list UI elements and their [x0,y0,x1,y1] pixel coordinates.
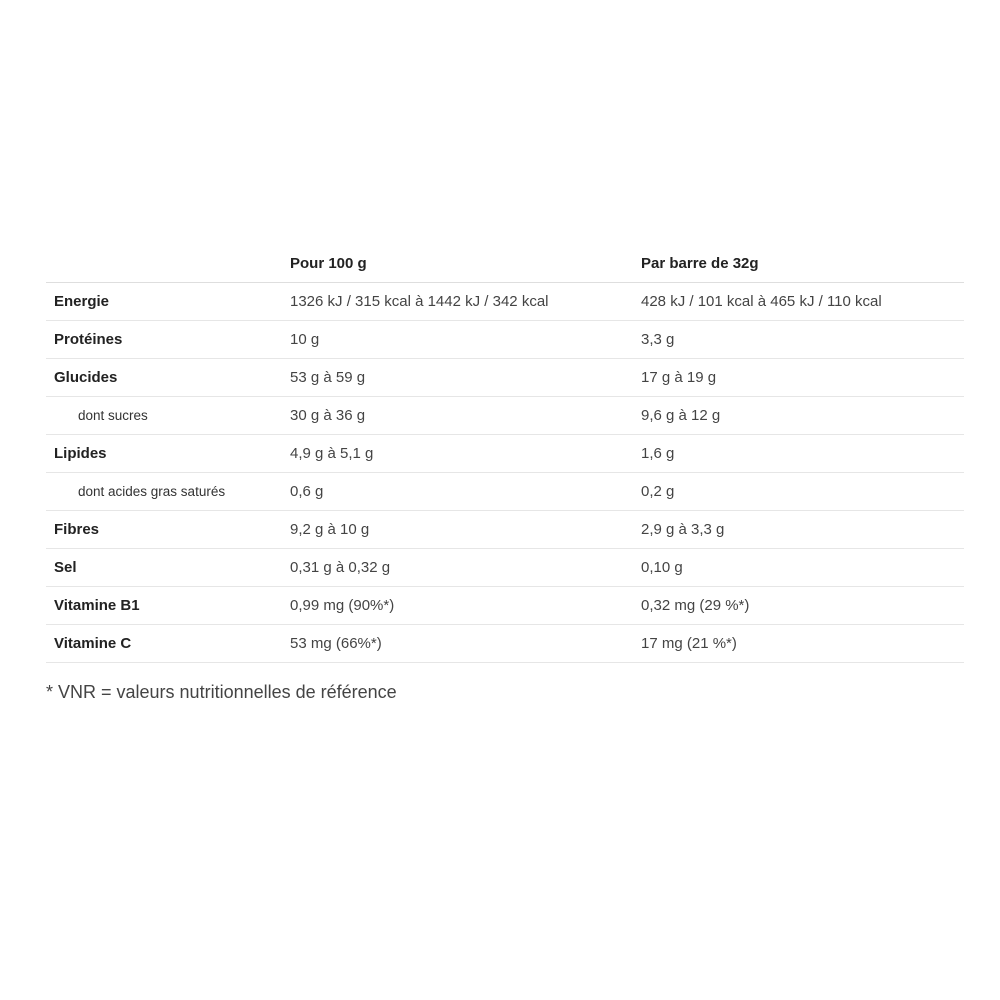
value-per-100g: 0,6 g [290,483,324,500]
value-per-100g: 53 mg (66%*) [290,635,382,652]
nutrient-label: Protéines [54,331,123,348]
value-per-bar: 2,9 g à 3,3 g [641,521,725,538]
sub-nutrient-label: dont sucres [78,408,148,423]
nutrient-label: Fibres [54,521,100,538]
table-row [46,397,964,435]
value-per-bar: 428 kJ / 101 kcal à 465 kJ / 110 kcal [641,293,882,310]
nutrient-label: Vitamine B1 [54,597,140,614]
sub-nutrient-label: dont acides gras saturés [78,484,226,499]
table-row [46,359,964,397]
value-per-bar: 17 mg (21 %*) [641,635,737,652]
table-header-row [46,244,964,283]
table-row [46,473,964,511]
nutrient-label: Energie [54,293,110,310]
header-per-100g: Pour 100 g [290,254,367,272]
value-per-100g: 9,2 g à 10 g [290,521,370,538]
footnote: * VNR = valeurs nutritionnelles de référence [46,682,397,702]
nutrient-label: Lipides [54,445,107,462]
table-row [46,283,964,321]
value-per-bar: 0,2 g [641,483,675,500]
table-row [46,321,964,359]
value-per-100g: 0,31 g à 0,32 g [290,559,391,576]
value-per-100g: 30 g à 36 g [290,407,366,424]
table-row [46,549,964,587]
value-per-bar: 3,3 g [641,331,675,348]
nutrient-label: Glucides [54,369,118,386]
value-per-bar: 0,32 mg (29 %*) [641,597,750,614]
value-per-100g: 4,9 g à 5,1 g [290,445,374,462]
value-per-100g: 53 g à 59 g [290,369,366,386]
table-row [46,435,964,473]
table-row [46,511,964,549]
nutrient-label: Vitamine C [54,635,132,652]
nutrient-label: Sel [54,559,77,576]
value-per-bar: 9,6 g à 12 g [641,407,721,424]
table-row [46,587,964,625]
value-per-bar: 0,10 g [641,559,683,576]
value-per-100g: 1326 kJ / 315 kcal à 1442 kJ / 342 kcal [290,293,549,310]
header-per-bar: Par barre de 32g [641,254,759,272]
value-per-bar: 17 g à 19 g [641,369,717,386]
value-per-100g: 10 g [290,331,320,348]
nutrition-table [46,244,964,663]
value-per-bar: 1,6 g [641,445,675,462]
value-per-100g: 0,99 mg (90%*) [290,597,395,614]
table-row [46,625,964,663]
